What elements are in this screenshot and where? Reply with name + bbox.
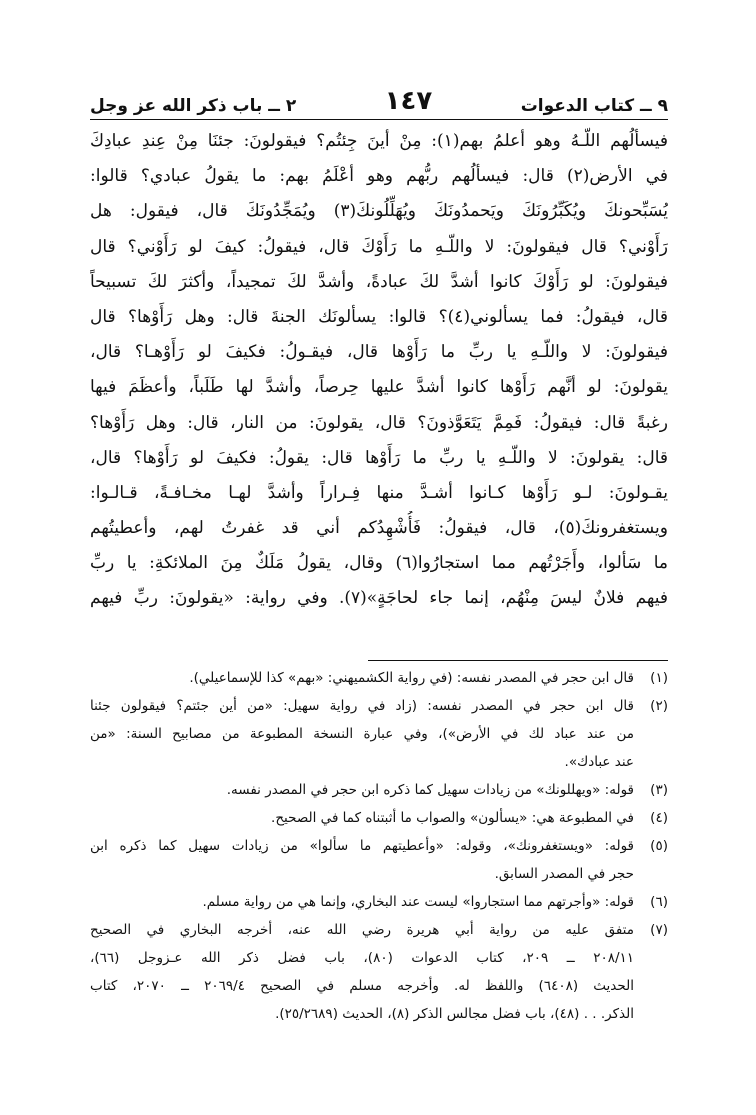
main-text xyxy=(90,124,668,617)
text-line: رَأَوْني؟ قال فيقولونَ: لا واللّـهِ ما رَأَوْكَ قال، فيقولُ: كيفَ لو رَأَوْني؟ قال xyxy=(90,236,668,257)
page-number: ١٤٧ xyxy=(384,86,433,116)
footnote-line: قوله: «ويهللونك» من زيادات سهيل كما ذكره ابن حجر في المصدر نفسه. xyxy=(226,782,634,798)
chapter-title: ٩ ــ كتاب الدعوات xyxy=(520,96,668,116)
footnote xyxy=(90,804,668,832)
running-header xyxy=(90,82,668,120)
footnote xyxy=(90,916,668,1028)
footnote-number: (٥) xyxy=(650,838,668,854)
text-line: رغبةً قال: فيقولُ: فَمِمَّ يَتَعَوَّذونَ؟ قال، يقولونَ: من النار، قال: وهل رَأَوْها؟ xyxy=(90,412,668,433)
footnote-number: (٣) xyxy=(650,782,668,798)
footnote-number: (١) xyxy=(650,670,668,686)
text-line: فيقولونَ: لا واللّـهِ يا ربِّ ما رَأَوْها قال، فيقـولُ: فكيفَ لو رَأَوْهـا؟ قال، xyxy=(90,342,668,363)
text-line: قال، فيقولُ: فما يسألوني(٤)؟ قالوا: يسألونَك الجنةَ قال: وهل رَأَوْها؟ قال xyxy=(90,306,668,327)
footnote xyxy=(90,692,668,776)
footnote-number: (٤) xyxy=(650,810,668,826)
text-line: في الأرض(٢) قال: فيسألُهم ربُّهم وهو أعْلَمُ بهم: ما يقولُ عبادي؟ قالوا: xyxy=(90,166,668,187)
footnote-line: قوله: «وأجرتهم مما استجاروا» ليست عند البخاري، وإنما هي من رواية مسلم. xyxy=(202,894,634,910)
footnote-line: قوله: «ويستغفرونك»، وقوله: «وأعطيتهم ما سألوا» من زيادات سهيل كما ذكره ابن xyxy=(90,838,634,854)
footnote-number: (٦) xyxy=(650,894,668,910)
footnote-line: حجر في المصدر السابق. xyxy=(494,866,634,882)
text-line: ما سَألوا، وأَجَرْتُهم مما استجارُوا(٦) وقال، يقولُ مَلَكٌ مِنَ الملائكةِ: يا ربِّ xyxy=(90,553,668,574)
footnote-line: في المطبوعة هي: «يسألون» والصواب ما أثبتناه كما في الصحيح. xyxy=(271,810,634,826)
footnote-divider xyxy=(368,660,668,661)
text-line: قال: يقولونَ: لا واللّـهِ يا ربِّ ما رَأَوْها قال: يقولُ: فكيفَ لو رَأَوْها؟ قال، xyxy=(90,447,668,468)
footnote xyxy=(90,664,668,692)
footnote-line: الذكر. . . (٤٨)، باب فضل مجالس الذكر (٨)، الحديث (٢٥/٢٦٨٩). xyxy=(275,1006,634,1022)
footnote-number: (٧) xyxy=(650,922,668,938)
footnote-number: (٢) xyxy=(650,698,668,714)
footnote-line: عند عبادك». xyxy=(564,754,634,770)
text-line: يقـولونَ: لـو رَأَوْها كـانوا أشـدَّ منها فِـراراً وأشدَّ لهـا مخـافـةً، قـالـوا: xyxy=(90,482,668,503)
footnote xyxy=(90,832,668,888)
text-line: يقولونَ: لو أنَّهم رَأَوْها كانوا أشدَّ عليها حِرصاً، وأشدَّ لها طَلَباً، وأعظَمَ فيها xyxy=(90,377,668,398)
text-line: فيقولونَ: لو رَأَوْكَ كانوا أشدَّ لكَ عبادةً، وأشدَّ لكَ تمجيداً، وأكثرَ لكَ تسبيحاً xyxy=(90,271,668,292)
footnote xyxy=(90,888,668,916)
text-line: فيهم فلانٌ ليسَ مِنْهُم، إنما جاء لحاجَةٍ»(٧). وفي رواية: «يقولونَ: ربِّ فيهم xyxy=(90,588,668,609)
section-title: ٢ ــ باب ذكر الله عز وجل xyxy=(90,96,297,116)
text-line: فيسألُهم اللّـهُ وهو أعلمُ بهم(١): مِنْ أينَ جِئتُم؟ فيقولونَ: جئنَا مِنْ عِندِ عبادِكَ xyxy=(90,131,668,151)
footnote-line: قال ابن حجر في المصدر نفسه: (زاد في رواية سهيل: «من أين جئتم؟ فيقولون جئنا xyxy=(90,698,634,714)
text-line: ويستغفرونكَ(٥)، قال، فيقولُ: فَأُشْهِدُكم أني قد غفرتُ لهم، وأعطيتُهم xyxy=(90,518,668,539)
footnote-line: ٢٠٨/١١ ــ ٢٠٩، كتاب الدعوات (٨٠)، باب فضل ذكر الله عـزوجل (٦٦)، xyxy=(90,950,634,966)
footnote xyxy=(90,776,668,804)
footnotes xyxy=(90,664,668,1028)
footnote-line: الحديث (٦٤٠٨) واللفظ له. وأخرجه مسلم في الصحيح ٢٠٦٩/٤ ــ ٢٠٧٠، كتاب xyxy=(90,978,634,994)
text-line: يُسَبِّحونكَ ويُكَبِّرُونَكَ ويَحمدُونَكَ ويُهَلِّلُونكَ(٣) ويُمَجِّدُونَكَ قال، فيقول: هل xyxy=(90,201,668,222)
footnote-line: متفق عليه من رواية أبي هريرة رضي الله عنه، أخرجه البخاري في الصحيح xyxy=(90,922,634,938)
footnote-line: قال ابن حجر في المصدر نفسه: (في رواية الكشميهني: «بهم» كذا للإسماعيلي). xyxy=(189,670,634,686)
footnote-line: من عند عباد لك في الأرض»)، وفي عبارة النسخة المطبوعة من مصابيح السنة: «من xyxy=(90,726,634,742)
